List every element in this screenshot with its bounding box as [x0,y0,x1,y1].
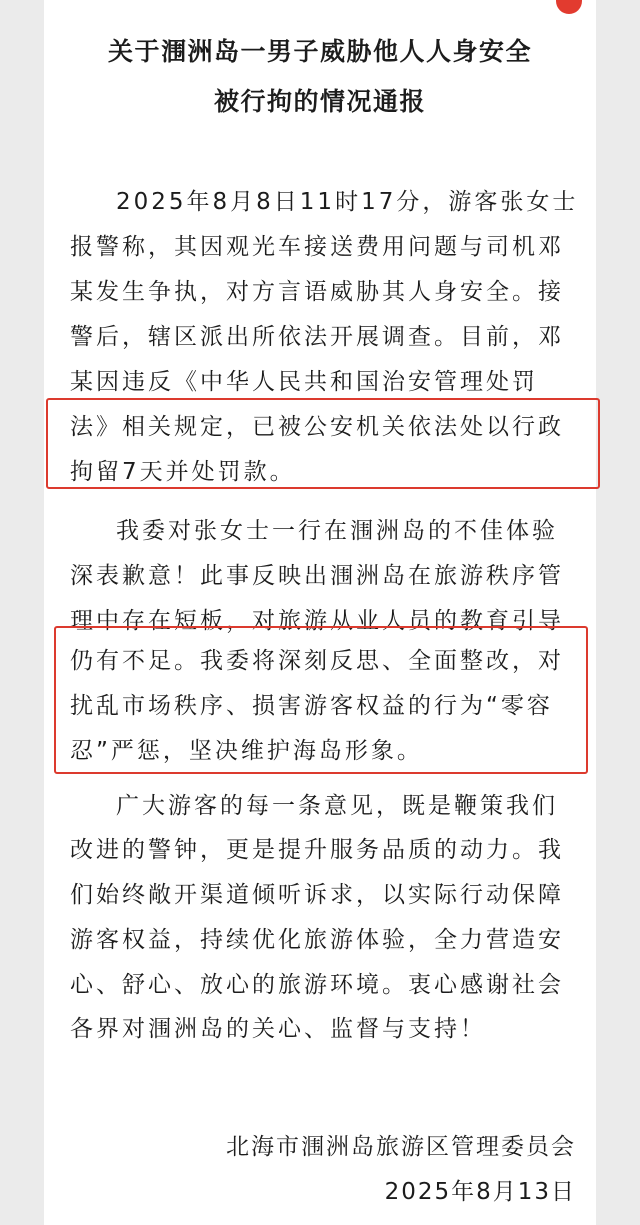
highlight-box-rectification [54,626,588,774]
paragraph-3-line: 广大游客的每一条意见，既是鞭策我们 [116,793,558,819]
paragraph-1-line: 2025年8月8日11时17分，游客张女士 [116,189,579,215]
paragraph-1-line: 报警称，其因观光车接送费用问题与司机邓 [70,234,564,260]
paragraph-3-line: 改进的警钟，更是提升服务品质的动力。我 [70,837,564,863]
notice-title-line-2: 被行拘的情况通报 [213,87,426,116]
paragraph-2-line: 我委对张女士一行在涠洲岛的不佳体验 [116,518,558,544]
paragraph-2-line: 仍有不足。我委将深刻反思、全面整改，对 [70,648,564,674]
paragraph-2-line: 忍”严惩，坚决维护海岛形象。 [70,738,423,764]
notice-title-line-1: 关于涠洲岛一男子威胁他人人身安全 [107,37,532,66]
paragraph-1-line: 某因违反《中华人民共和国治安管理处罚 [70,369,538,395]
paragraph-1-line: 拘留7天并处罚款。 [70,459,296,485]
signature-date: 2025年8月13日 [384,1179,576,1205]
paragraph-3-line: 游客权益，持续优化旅游体验，全力营造安 [70,927,564,953]
paragraph-2-line: 扰乱市场秩序、损害游客权益的行为“零容 [70,693,553,719]
highlight-box-penalty [46,398,600,489]
paragraph-2-line: 理中存在短板，对旅游从业人员的教育引导 [70,608,564,634]
paragraph-2-line: 深表歉意！此事反映出涠洲岛在旅游秩序管 [70,563,564,589]
paragraph-3-line: 各界对涠洲岛的关心、监督与支持！ [70,1016,486,1042]
paragraph-3-line: 心、舒心、放心的旅游环境。衷心感谢社会 [70,972,564,998]
signature-organization: 北海市涠洲岛旅游区管理委员会 [226,1134,576,1160]
paragraph-3-line: 们始终敞开渠道倾听诉求，以实际行动保障 [70,882,564,908]
paragraph-1-line: 警后，辖区派出所依法开展调查。目前，邓 [70,324,564,350]
paragraph-1-line: 某发生争执，对方言语威胁其人身安全。接 [70,279,564,305]
paragraph-1-line: 法》相关规定，已被公安机关依法处以行政 [70,414,564,440]
